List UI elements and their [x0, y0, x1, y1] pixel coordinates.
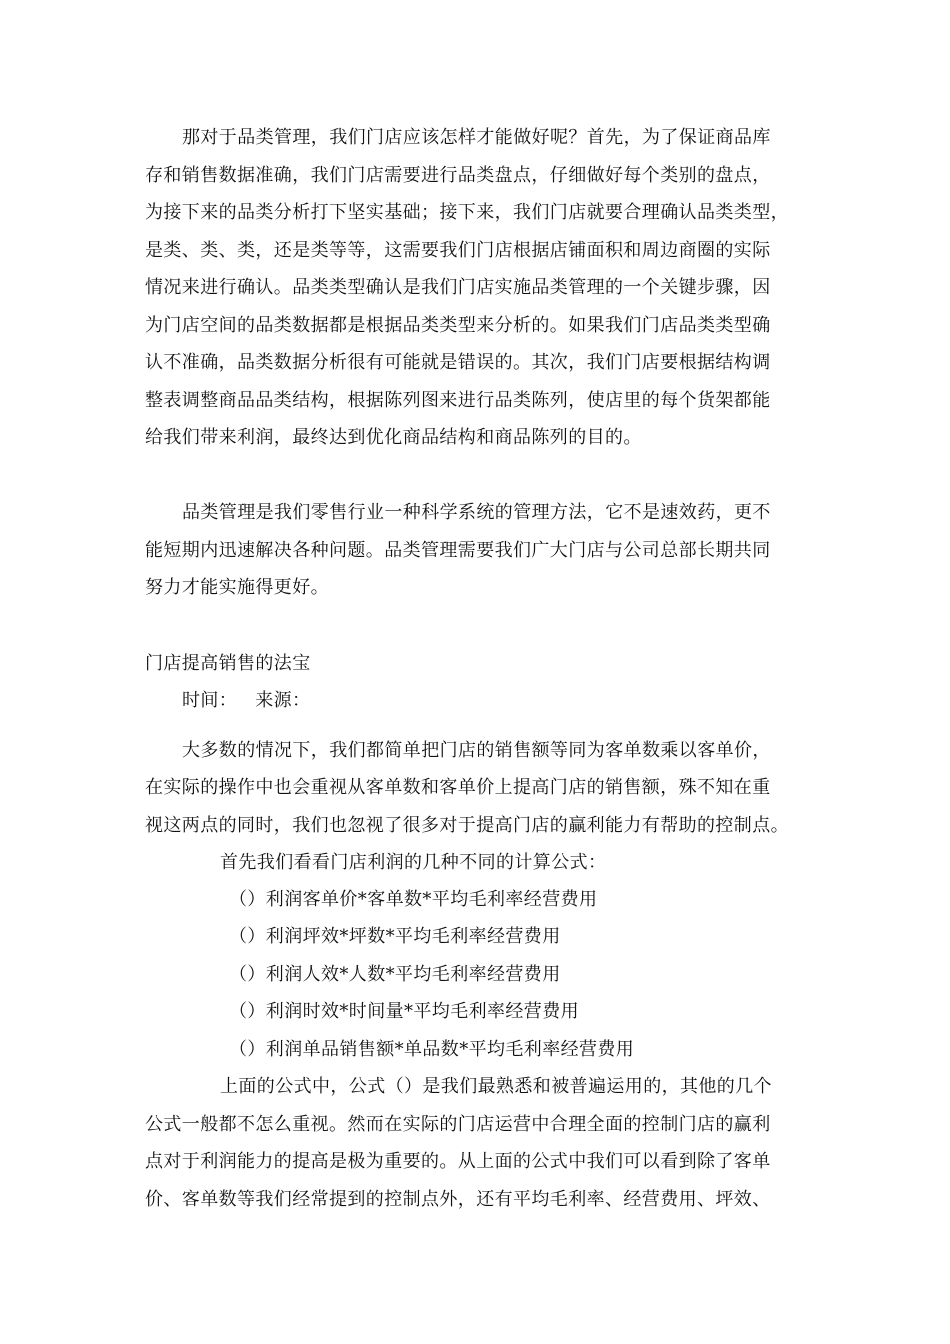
paragraph-line: 点对于利润能力的提高是极为重要的。从上面的公式中我们可以看到除了客单	[145, 1151, 771, 1172]
formula-item: （）利润人效*人数*平均毛利率经营费用	[229, 964, 561, 985]
paragraph-line: 在实际的操作中也会重视从客单数和客单价上提高门店的销售额，殊不知在重	[145, 777, 771, 798]
paragraph-line: 为门店空间的品类数据都是根据品类类型来分析的。如果我们门店品类类型确	[145, 315, 771, 336]
paragraph-line: 给我们带来利润，最终达到优化商品结构和商品陈列的目的。	[145, 427, 642, 448]
paragraph-line: 视这两点的同时，我们也忽视了很多对于提高门店的赢利能力有帮助的控制点。	[145, 815, 789, 836]
formula-item: （）利润单品销售额*单品数*平均毛利率经营费用	[229, 1039, 635, 1060]
paragraph-line: 品类管理是我们零售行业一种科学系统的管理方法，它不是速效药，更不	[182, 502, 771, 523]
paragraph-line: 努力才能实施得更好。	[145, 577, 329, 598]
paragraph-line: 情况来进行确认。品类类型确认是我们门店实施品类管理的一个关键步骤，因	[145, 277, 771, 298]
formula-item: （）利润时效*时间量*平均毛利率经营费用	[229, 1001, 579, 1022]
paragraph-line: 为接下来的品类分析打下坚实基础；接下来，我们门店就要合理确认品类类型，	[145, 202, 789, 223]
paragraph-line: 公式一般都不怎么重视。然而在实际的门店运营中合理全面的控制门店的赢利	[145, 1114, 771, 1135]
paragraph-line: 能短期内迅速解决各种问题。品类管理需要我们广大门店与公司总部长期共同	[145, 540, 771, 561]
article-meta	[182, 689, 310, 713]
formula-intro: 首先我们看看门店利润的几种不同的计算公式：	[220, 852, 607, 873]
paragraph-line: 整表调整商品品类结构，根据陈列图来进行品类陈列，使店里的每个货架都能	[145, 390, 771, 411]
paragraph-line: 认不准确，品类数据分析很有可能就是错误的。其次，我们门店要根据结构调	[145, 352, 771, 373]
time-label: 时间：	[182, 690, 238, 711]
paragraph-line: 存和销售数据准确，我们门店需要进行品类盘点，仔细做好每个类别的盘点，	[145, 165, 771, 186]
formula-item: （）利润客单价*客单数*平均毛利率经营费用	[229, 889, 598, 910]
paragraph-line: 上面的公式中，公式（）是我们最熟悉和被普遍运用的，其他的几个	[220, 1076, 772, 1097]
paragraph-line: 价、客单数等我们经常提到的控制点外，还有平均毛利率、经营费用、坪效、	[145, 1189, 771, 1210]
article-title: 门店提高销售的法宝	[145, 653, 311, 674]
paragraph-line: 大多数的情况下，我们都简单把门店的销售额等同为客单数乘以客单价，	[182, 740, 771, 761]
paragraph-line: 是类、类、类，还是类等等，这需要我们门店根据店铺面积和周边商圈的实际	[145, 240, 771, 261]
source-label: 来源：	[255, 690, 311, 711]
formula-item: （）利润坪效*坪数*平均毛利率经营费用	[229, 926, 561, 947]
paragraph-line: 那对于品类管理，我们门店应该怎样才能做好呢？首先，为了保证商品库	[182, 127, 771, 148]
